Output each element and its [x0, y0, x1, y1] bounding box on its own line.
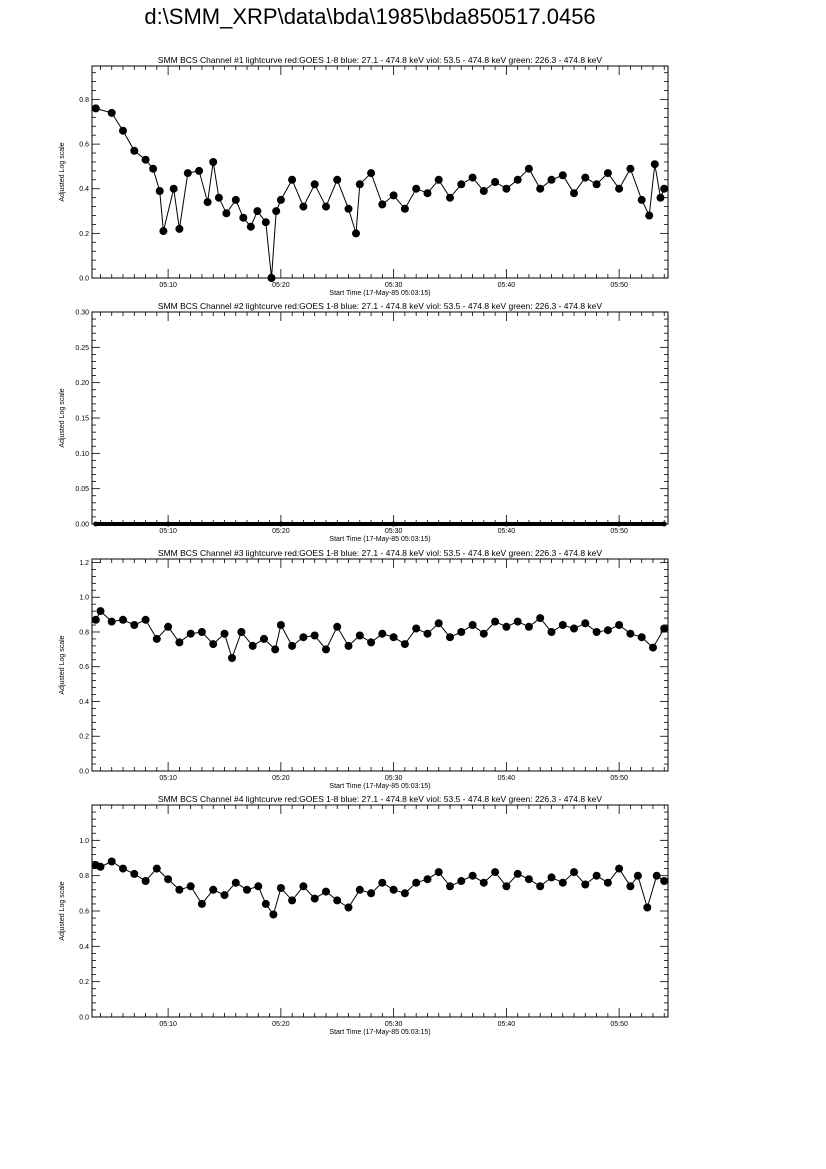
- x-tick-label: 05:50: [610, 528, 628, 535]
- data-point: [502, 185, 510, 193]
- data-point: [634, 872, 642, 880]
- chart-panel-channel-2: [0, 298, 826, 548]
- data-point: [149, 165, 157, 173]
- data-point: [333, 176, 341, 184]
- data-point: [525, 165, 533, 173]
- data-point: [626, 630, 634, 638]
- data-point: [378, 879, 386, 887]
- data-point: [504, 522, 509, 527]
- data-point: [581, 619, 589, 627]
- y-tick-label: 0.10: [75, 450, 89, 458]
- x-tick-label: 05:20: [272, 775, 290, 782]
- data-point: [299, 203, 307, 211]
- data-point: [412, 879, 420, 887]
- data-point: [615, 865, 623, 873]
- data-point: [278, 522, 283, 527]
- x-axis-label: Start Time (17-May-85 05:03:15): [329, 1029, 431, 1036]
- y-tick-label: 0.8: [79, 96, 89, 104]
- data-point: [272, 207, 280, 215]
- data-point: [119, 616, 127, 624]
- data-point: [435, 176, 443, 184]
- chart-title: SMM BCS Channel #1 lightcurve red:GOES 1-8 blue: 27.1 - 474.8 keV viol: 53.5 - 474.8 keV green: 226.3 - 474.8 keV: [157, 55, 603, 65]
- y-axis-label: Adjusted Log scale: [59, 142, 66, 202]
- data-point: [159, 227, 167, 235]
- chart-panel-channel-1: [0, 52, 826, 302]
- x-tick-label: 05:50: [610, 1021, 628, 1028]
- data-point: [166, 522, 171, 527]
- data-point: [253, 207, 261, 215]
- data-point: [412, 625, 420, 633]
- plot-frame: [92, 66, 668, 278]
- data-point: [271, 645, 279, 653]
- data-point: [356, 886, 364, 894]
- x-tick-label: 05:10: [159, 282, 177, 289]
- data-point: [643, 904, 651, 912]
- y-tick-label: 0.4: [79, 943, 89, 951]
- y-tick-label: 0.4: [79, 186, 89, 194]
- data-point: [232, 879, 240, 887]
- x-tick-label: 05:40: [497, 1021, 516, 1028]
- y-tick-label: 0.0: [79, 768, 89, 776]
- data-point: [424, 630, 432, 638]
- data-point: [156, 187, 164, 195]
- y-tick-label: 0.05: [75, 486, 89, 494]
- y-tick-label: 0.20: [75, 380, 89, 388]
- data-point: [435, 868, 443, 876]
- x-tick-label: 05:50: [610, 775, 628, 782]
- x-axis-label: Start Time (17-May-85 05:03:15): [329, 783, 431, 790]
- y-axis-label: Adjusted Log scale: [59, 635, 66, 695]
- data-point: [108, 109, 116, 117]
- data-point: [142, 156, 150, 164]
- y-tick-label: 1.0: [79, 594, 89, 602]
- data-point: [277, 621, 285, 629]
- data-point: [491, 868, 499, 876]
- data-point: [311, 895, 319, 903]
- data-point: [277, 884, 285, 892]
- y-axis-label: Adjusted Log scale: [59, 388, 66, 448]
- y-tick-label: 1.2: [79, 559, 89, 567]
- data-point: [480, 879, 488, 887]
- data-point: [457, 180, 465, 188]
- data-point: [536, 614, 544, 622]
- data-point: [615, 185, 623, 193]
- x-tick-label: 05:30: [384, 1021, 403, 1028]
- data-point: [142, 877, 150, 885]
- data-point: [491, 618, 499, 626]
- data-point: [446, 633, 454, 641]
- data-point: [184, 169, 192, 177]
- y-tick-label: 0.0: [79, 275, 89, 283]
- data-point: [288, 642, 296, 650]
- x-tick-label: 05:30: [384, 775, 403, 782]
- series-line: [96, 108, 664, 278]
- data-point: [254, 882, 262, 890]
- x-tick-label: 05:20: [272, 1021, 290, 1028]
- chart-panel-channel-3: [0, 545, 826, 795]
- data-point: [559, 879, 567, 887]
- y-tick-label: 0.15: [75, 415, 89, 423]
- data-point: [593, 628, 601, 636]
- data-point: [209, 886, 217, 894]
- y-tick-label: 0.4: [79, 698, 89, 706]
- x-tick-label: 05:10: [159, 528, 177, 535]
- data-point: [401, 205, 409, 213]
- data-point: [311, 180, 319, 188]
- data-point: [198, 628, 206, 636]
- data-point: [164, 875, 172, 883]
- data-point: [480, 630, 488, 638]
- chart-title: SMM BCS Channel #2 lightcurve red:GOES 1-8 blue: 27.1 - 474.8 keV viol: 53.5 - 474.8 keV green: 226.3 - 474.8 keV: [157, 301, 603, 311]
- data-point: [311, 632, 319, 640]
- data-point: [130, 870, 138, 878]
- data-point: [333, 896, 341, 904]
- data-point: [469, 174, 477, 182]
- data-point: [97, 607, 105, 615]
- chart-title: SMM BCS Channel #4 lightcurve red:GOES 1-8 blue: 27.1 - 474.8 keV viol: 53.5 - 474.8 keV green: 226.3 - 474.8 keV: [157, 794, 603, 804]
- x-tick-label: 05:50: [610, 282, 628, 289]
- data-point: [345, 205, 353, 213]
- data-point: [93, 522, 98, 527]
- y-tick-label: 0.8: [79, 873, 89, 881]
- data-point: [446, 882, 454, 890]
- data-point: [424, 189, 432, 197]
- data-point: [660, 877, 668, 885]
- data-point: [469, 621, 477, 629]
- data-point: [514, 618, 522, 626]
- data-point: [333, 623, 341, 631]
- data-point: [649, 644, 657, 652]
- data-point: [424, 875, 432, 883]
- data-point: [277, 196, 285, 204]
- data-point: [260, 635, 268, 643]
- data-point: [237, 628, 245, 636]
- data-point: [195, 167, 203, 175]
- data-point: [401, 889, 409, 897]
- data-point: [390, 633, 398, 641]
- data-point: [119, 127, 127, 135]
- data-point: [469, 872, 477, 880]
- y-tick-label: 0.6: [79, 908, 89, 916]
- data-point: [209, 640, 217, 648]
- data-point: [92, 616, 100, 624]
- data-point: [435, 619, 443, 627]
- x-tick-label: 05:40: [497, 282, 516, 289]
- data-point: [175, 638, 183, 646]
- data-point: [209, 158, 217, 166]
- data-point: [593, 180, 601, 188]
- data-point: [502, 623, 510, 631]
- data-point: [548, 628, 556, 636]
- data-point: [378, 630, 386, 638]
- data-point: [604, 626, 612, 634]
- y-tick-label: 1.0: [79, 837, 89, 845]
- data-point: [626, 165, 634, 173]
- data-point: [249, 642, 257, 650]
- data-point: [322, 203, 330, 211]
- data-point: [170, 185, 178, 193]
- data-point: [108, 858, 116, 866]
- plot-frame: [92, 559, 668, 771]
- data-point: [651, 160, 659, 168]
- data-point: [239, 214, 247, 222]
- data-point: [660, 185, 668, 193]
- x-tick-label: 05:20: [272, 528, 290, 535]
- x-axis-label: Start Time (17-May-85 05:03:15): [329, 536, 431, 543]
- data-point: [322, 888, 330, 896]
- y-axis-label: Adjusted Log scale: [59, 881, 66, 941]
- data-point: [119, 865, 127, 873]
- data-point: [525, 623, 533, 631]
- data-point: [130, 147, 138, 155]
- data-point: [108, 618, 116, 626]
- chart-title: SMM BCS Channel #3 lightcurve red:GOES 1-8 blue: 27.1 - 474.8 keV viol: 53.5 - 474.8 keV green: 226.3 - 474.8 keV: [157, 548, 603, 558]
- plot-frame: [92, 312, 668, 524]
- data-point: [653, 872, 661, 880]
- y-tick-label: 0.30: [75, 309, 89, 317]
- data-point: [502, 882, 510, 890]
- y-tick-label: 0.6: [79, 141, 89, 149]
- data-point: [570, 625, 578, 633]
- data-point: [204, 198, 212, 206]
- data-point: [288, 896, 296, 904]
- data-point: [187, 630, 195, 638]
- data-point: [142, 616, 150, 624]
- data-point: [480, 187, 488, 195]
- y-tick-label: 0.6: [79, 664, 89, 672]
- data-point: [228, 654, 236, 662]
- data-point: [175, 886, 183, 894]
- x-tick-label: 05:10: [159, 1021, 177, 1028]
- page-title: d:\SMM_XRP\data\bda\1985\bda850517.0456: [144, 4, 596, 29]
- data-point: [638, 633, 646, 641]
- data-point: [153, 635, 161, 643]
- data-point: [232, 196, 240, 204]
- x-axis-label: Start Time (17-May-85 05:03:15): [329, 290, 431, 297]
- data-point: [390, 886, 398, 894]
- data-point: [581, 881, 589, 889]
- data-point: [187, 882, 195, 890]
- data-point: [536, 185, 544, 193]
- data-point: [615, 621, 623, 629]
- data-point: [548, 873, 556, 881]
- data-point: [175, 225, 183, 233]
- y-tick-label: 0.2: [79, 979, 89, 987]
- data-point: [617, 522, 622, 527]
- data-point: [645, 212, 653, 220]
- x-tick-label: 05:40: [497, 528, 516, 535]
- data-point: [604, 169, 612, 177]
- data-point: [198, 900, 206, 908]
- data-point: [401, 640, 409, 648]
- data-point: [356, 180, 364, 188]
- data-point: [345, 642, 353, 650]
- data-point: [457, 877, 465, 885]
- y-tick-label: 0.2: [79, 733, 89, 741]
- data-point: [378, 200, 386, 208]
- data-point: [491, 178, 499, 186]
- data-point: [367, 889, 375, 897]
- data-point: [221, 891, 229, 899]
- y-tick-label: 0.00: [75, 521, 89, 529]
- data-point: [626, 882, 634, 890]
- data-point: [593, 872, 601, 880]
- data-point: [390, 191, 398, 199]
- x-tick-label: 05:30: [384, 282, 403, 289]
- data-point: [322, 645, 330, 653]
- data-point: [581, 174, 589, 182]
- data-point: [367, 638, 375, 646]
- y-tick-label: 0.0: [79, 1014, 89, 1022]
- data-point: [570, 868, 578, 876]
- data-point: [352, 229, 360, 237]
- data-point: [638, 196, 646, 204]
- x-tick-label: 05:30: [384, 528, 403, 535]
- data-point: [268, 274, 276, 282]
- data-point: [662, 522, 667, 527]
- data-point: [457, 628, 465, 636]
- data-point: [215, 194, 223, 202]
- data-point: [514, 176, 522, 184]
- data-point: [288, 176, 296, 184]
- data-point: [514, 870, 522, 878]
- data-point: [262, 218, 270, 226]
- data-point: [262, 900, 270, 908]
- data-point: [412, 185, 420, 193]
- data-point: [356, 632, 364, 640]
- data-point: [367, 169, 375, 177]
- data-point: [525, 875, 533, 883]
- data-point: [548, 176, 556, 184]
- data-point: [559, 171, 567, 179]
- data-point: [391, 522, 396, 527]
- data-point: [345, 904, 353, 912]
- chart-panel-channel-4: [0, 791, 826, 1041]
- data-point: [570, 189, 578, 197]
- data-point: [269, 911, 277, 919]
- data-point: [660, 625, 668, 633]
- data-point: [604, 879, 612, 887]
- data-point: [299, 633, 307, 641]
- data-point: [446, 194, 454, 202]
- data-point: [221, 630, 229, 638]
- data-point: [559, 621, 567, 629]
- data-point: [92, 104, 100, 112]
- data-point: [247, 223, 255, 231]
- x-tick-label: 05:10: [159, 775, 177, 782]
- data-point: [164, 623, 172, 631]
- y-tick-label: 0.8: [79, 629, 89, 637]
- data-point: [299, 882, 307, 890]
- data-point: [153, 865, 161, 873]
- y-tick-label: 0.25: [75, 344, 89, 352]
- data-point: [243, 886, 251, 894]
- y-tick-label: 0.2: [79, 230, 89, 238]
- data-point: [657, 194, 665, 202]
- data-point: [536, 882, 544, 890]
- data-point: [97, 863, 105, 871]
- data-point: [222, 209, 230, 217]
- plot-frame: [92, 805, 668, 1017]
- x-tick-label: 05:20: [272, 282, 290, 289]
- x-tick-label: 05:40: [497, 775, 516, 782]
- data-point: [130, 621, 138, 629]
